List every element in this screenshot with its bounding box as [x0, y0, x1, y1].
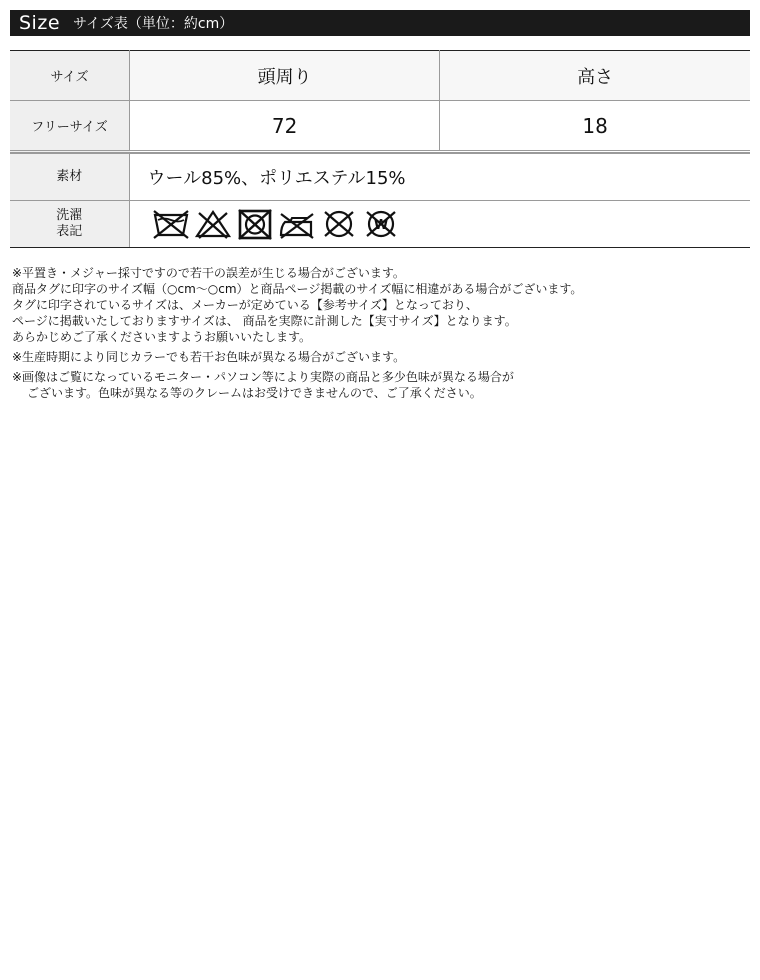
svg-text:W: W	[373, 218, 388, 233]
care-label-line2: 表記	[56, 224, 83, 239]
note-line: 商品タグに印字のサイズ幅（○cm〜○cm）と商品ページ掲載のサイズ幅に相違がある場合がございます。	[12, 282, 583, 296]
no-iron-icon	[278, 208, 316, 240]
size-title: Size	[19, 12, 61, 34]
care-label-line1: 洗濯	[56, 208, 83, 224]
size-table-header-row	[10, 51, 750, 101]
material-row	[10, 154, 750, 201]
value-head-circumference: 72	[130, 101, 440, 152]
column-head-circumference: 頭周り	[130, 51, 440, 101]
size-header-label: サイズ	[10, 51, 130, 101]
material-value: ウール85%、ポリエステル15%	[129, 154, 750, 201]
info-table	[10, 153, 750, 248]
size-header-bar	[10, 10, 750, 36]
care-icons	[129, 201, 750, 248]
no-bleach-icon	[194, 208, 232, 240]
care-label	[10, 201, 129, 248]
note-line: あらかじめご了承くださいますようお願いいたします。	[12, 330, 312, 344]
note-line: タグに印字されているサイズは、メーカーが定めている【参考サイズ】となっており、	[12, 298, 478, 312]
value-height: 18	[440, 101, 750, 152]
size-subtitle: サイズ表（単位：約cm）	[73, 16, 234, 32]
no-tumble-dry-icon	[236, 208, 274, 240]
material-label: 素材	[10, 154, 129, 201]
note-line: ※生産時期により同じカラーでも若干お色味が異なる場合がございます。	[12, 350, 406, 364]
no-wash-icon	[152, 208, 190, 240]
note-line: ※画像はご覧になっているモニター・パソコン等により実際の商品と多少色味が異なる場合が	[12, 370, 514, 384]
no-wet-clean-icon	[362, 208, 400, 240]
size-table-row	[10, 101, 750, 152]
note-line: ※平置き・メジャー採寸ですので若干の誤差が生じる場合がございます。	[12, 266, 405, 280]
note-line: ページに掲載いたしておりますサイズは、 商品を実際に計測した【実寸サイズ】となります。	[12, 314, 517, 328]
column-height: 高さ	[440, 51, 750, 101]
no-dry-clean-icon	[320, 208, 358, 240]
notes	[12, 265, 748, 401]
care-row	[10, 201, 750, 248]
size-table	[10, 50, 750, 153]
size-row-label: フリーサイズ	[10, 101, 130, 152]
note-line: ございます。色味が異なる等のクレームはお受けできませんので、ご了承ください。	[27, 386, 482, 400]
